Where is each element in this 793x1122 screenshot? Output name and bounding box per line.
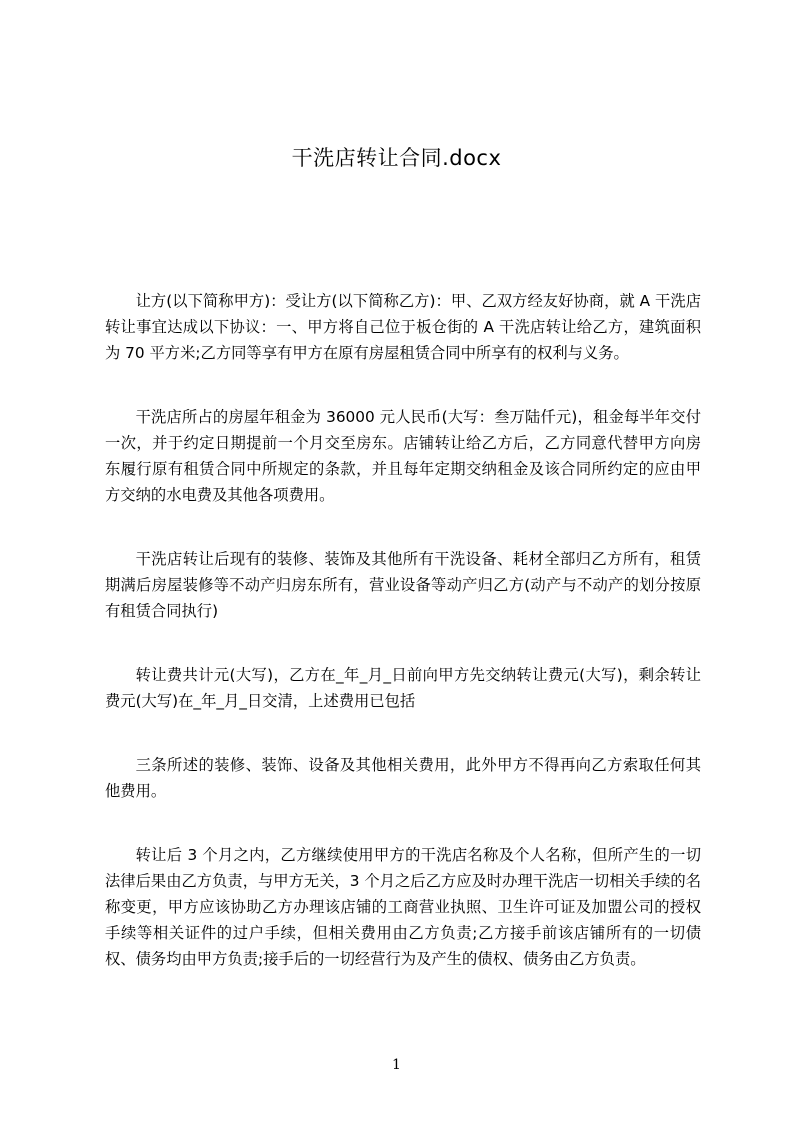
document-title: 干洗店转让合同.docx [291, 146, 502, 170]
paragraph-property-ownership: 干洗店转让后现有的装修、装饰及其他所有干洗设备、耗材全部归乙方所有，租赁期满后房屋装修等不动产归房东所有，营业设备等动产归乙方(动产与不动产的划分按原有租赁合同执行) [105, 550, 701, 620]
paragraph-rent: 干洗店所占的房屋年租金为 36000 元人民币(大写：叁万陆仟元)，租金每半年交付一次，并于约定日期提前一个月交至房东。店铺转让给乙方后，乙方同意代替甲方向房东履行原有租赁合同中所规定的条款，并且每年定期交纳租金及该合同所约定的应由甲方交纳的水电费及其他各项费用。 [105, 408, 701, 504]
paragraph-fee-coverage: 三条所述的装修、装饰、设备及其他相关费用，此外甲方不得再向乙方索取任何其他费用。 [105, 756, 701, 800]
paragraph-parties: 让方(以下简称甲方)：受让方(以下简称乙方)：甲、乙双方经友好协商，就 A 干洗店转让事宜达成以下协议：一、甲方将自己位于板仓街的 A 干洗店转让给乙方，建筑面积为 70 平方米;乙方同等享有甲方在原有房屋租赁合同中所享有的权利与义务。 [105, 292, 701, 362]
paragraph-transfer-fee: 转让费共计元(大写)，乙方在_年_月_日前向甲方先交纳转让费元(大写)，剩余转让费元(大写)在_年_月_日交清，上述费用已包括 [105, 666, 701, 710]
document-body [105, 288, 701, 1010]
page-number: 1 [392, 1057, 401, 1073]
paragraph-name-change-liability: 转让后 3 个月之内，乙方继续使用甲方的干洗店名称及个人名称，但所产生的一切法律后果由乙方负责，与甲方无关，3 个月之后乙方应及时办理干洗店一切相关手续的名称变更，甲方应该协助乙方办理该店铺的工商营业执照、卫生许可证及加盟公司的授权手续等相关证件的过户手续，但相关费用由乙方负责;乙方接手前该店铺所有的一切债权、债务均由甲方负责;接手后的一切经营行为及产生的债权、债务由乙方负责。 [105, 846, 701, 968]
